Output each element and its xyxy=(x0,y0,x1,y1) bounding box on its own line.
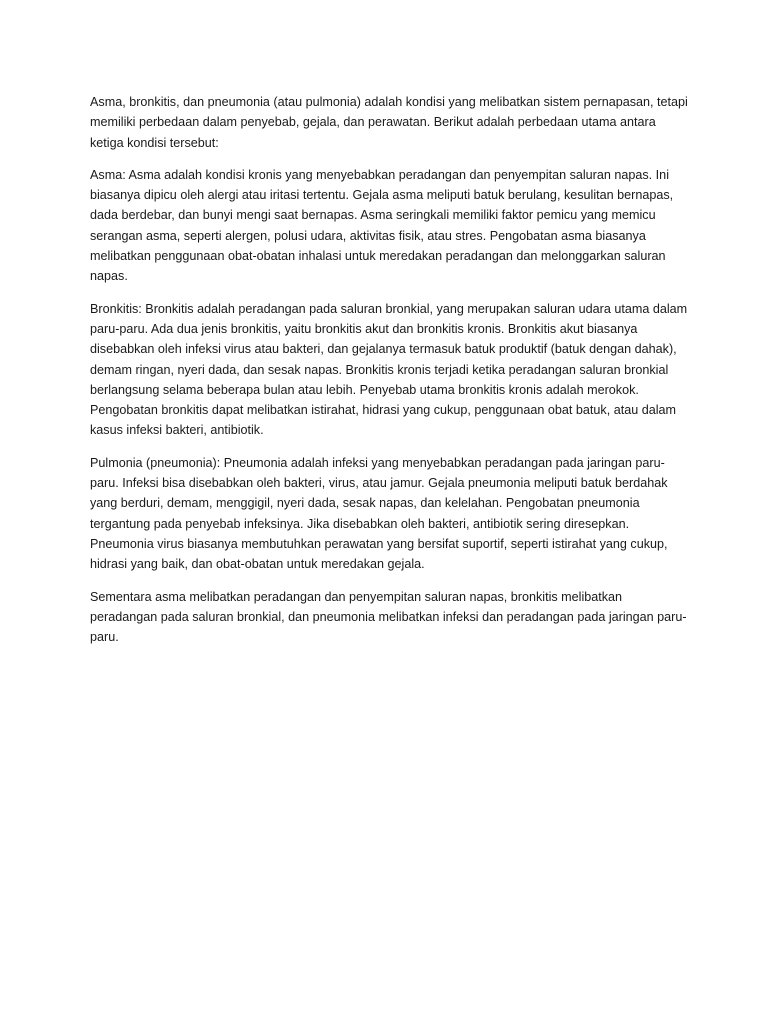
bronkitis-paragraph: Bronkitis: Bronkitis adalah peradangan pada saluran bronkial, yang merupakan saluran udara utama dalam paru-paru. Ada dua jenis bronkitis, yaitu bronkitis akut dan bronkitis kronis. Bronkitis akut biasanya disebabkan oleh infeksi virus atau bakteri, dan gejalanya termasuk batuk produktif (batuk dengan dahak), demam ringan, nyeri dada, dan sesak napas. Bronkitis kronis terjadi ketika peradangan saluran bronkial berlangsung selama beberapa bulan atau lebih. Penyebab utama bronkitis kronis adalah merokok. Pengobatan bronkitis dapat melibatkan istirahat, hidrasi yang cukup, penggunaan obat batuk, atau dalam kasus infeksi bakteri, antibiotik. xyxy=(90,301,688,438)
conclusion-paragraph: Sementara asma melibatkan peradangan dan penyempitan saluran napas, bronkitis melibatkan peradangan pada saluran bronkial, dan pneumonia melibatkan infeksi dan peradangan pada jaringan paru-paru. xyxy=(90,589,687,645)
pneumonia-paragraph: Pulmonia (pneumonia): Pneumonia adalah infeksi yang menyebabkan peradangan pada jaringan paru-paru. Infeksi bisa disebabkan oleh bakteri, virus, atau jamur. Gejala pneumonia meliputi batuk berdahak yang berduri, demam, menggigil, nyeri dada, sesak napas, dan kelelahan. Pengobatan pneumonia tergantung pada penyebab infeksinya. Jika disebabkan oleh bakteri, antibiotik sering diresepkan. Pneumonia virus biasanya membutuhkan perawatan yang bersifat suportif, seperti istirahat yang cukup, hidrasi yang baik, dan obat-obatan untuk meredakan gejala. xyxy=(90,455,668,572)
document-page xyxy=(90,92,690,659)
intro-paragraph: Asma, bronkitis, dan pneumonia (atau pulmonia) adalah kondisi yang melibatkan sistem pernapasan, tetapi memiliki perbedaan dalam penyebab, gejala, dan perawatan. Berikut adalah perbedaan utama antara ketiga kondisi tersebut: xyxy=(90,95,688,150)
asma-paragraph: Asma: Asma adalah kondisi kronis yang menyebabkan peradangan dan penyempitan saluran napas. Ini biasanya dipicu oleh alergi atau iritasi tertentu. Gejala asma meliputi batuk berulang, kesulitan bernapas, dada berdebar, dan bunyi mengi saat bernapas. Asma seringkali memiliki faktor pemicu yang memicu serangan asma, seperti alergen, polusi udara, aktivitas fisik, atau stres. Pengobatan asma biasanya melibatkan penggunaan obat-obatan inhalasi untuk meredakan peradangan dan melonggarkan saluran napas. xyxy=(90,167,674,284)
